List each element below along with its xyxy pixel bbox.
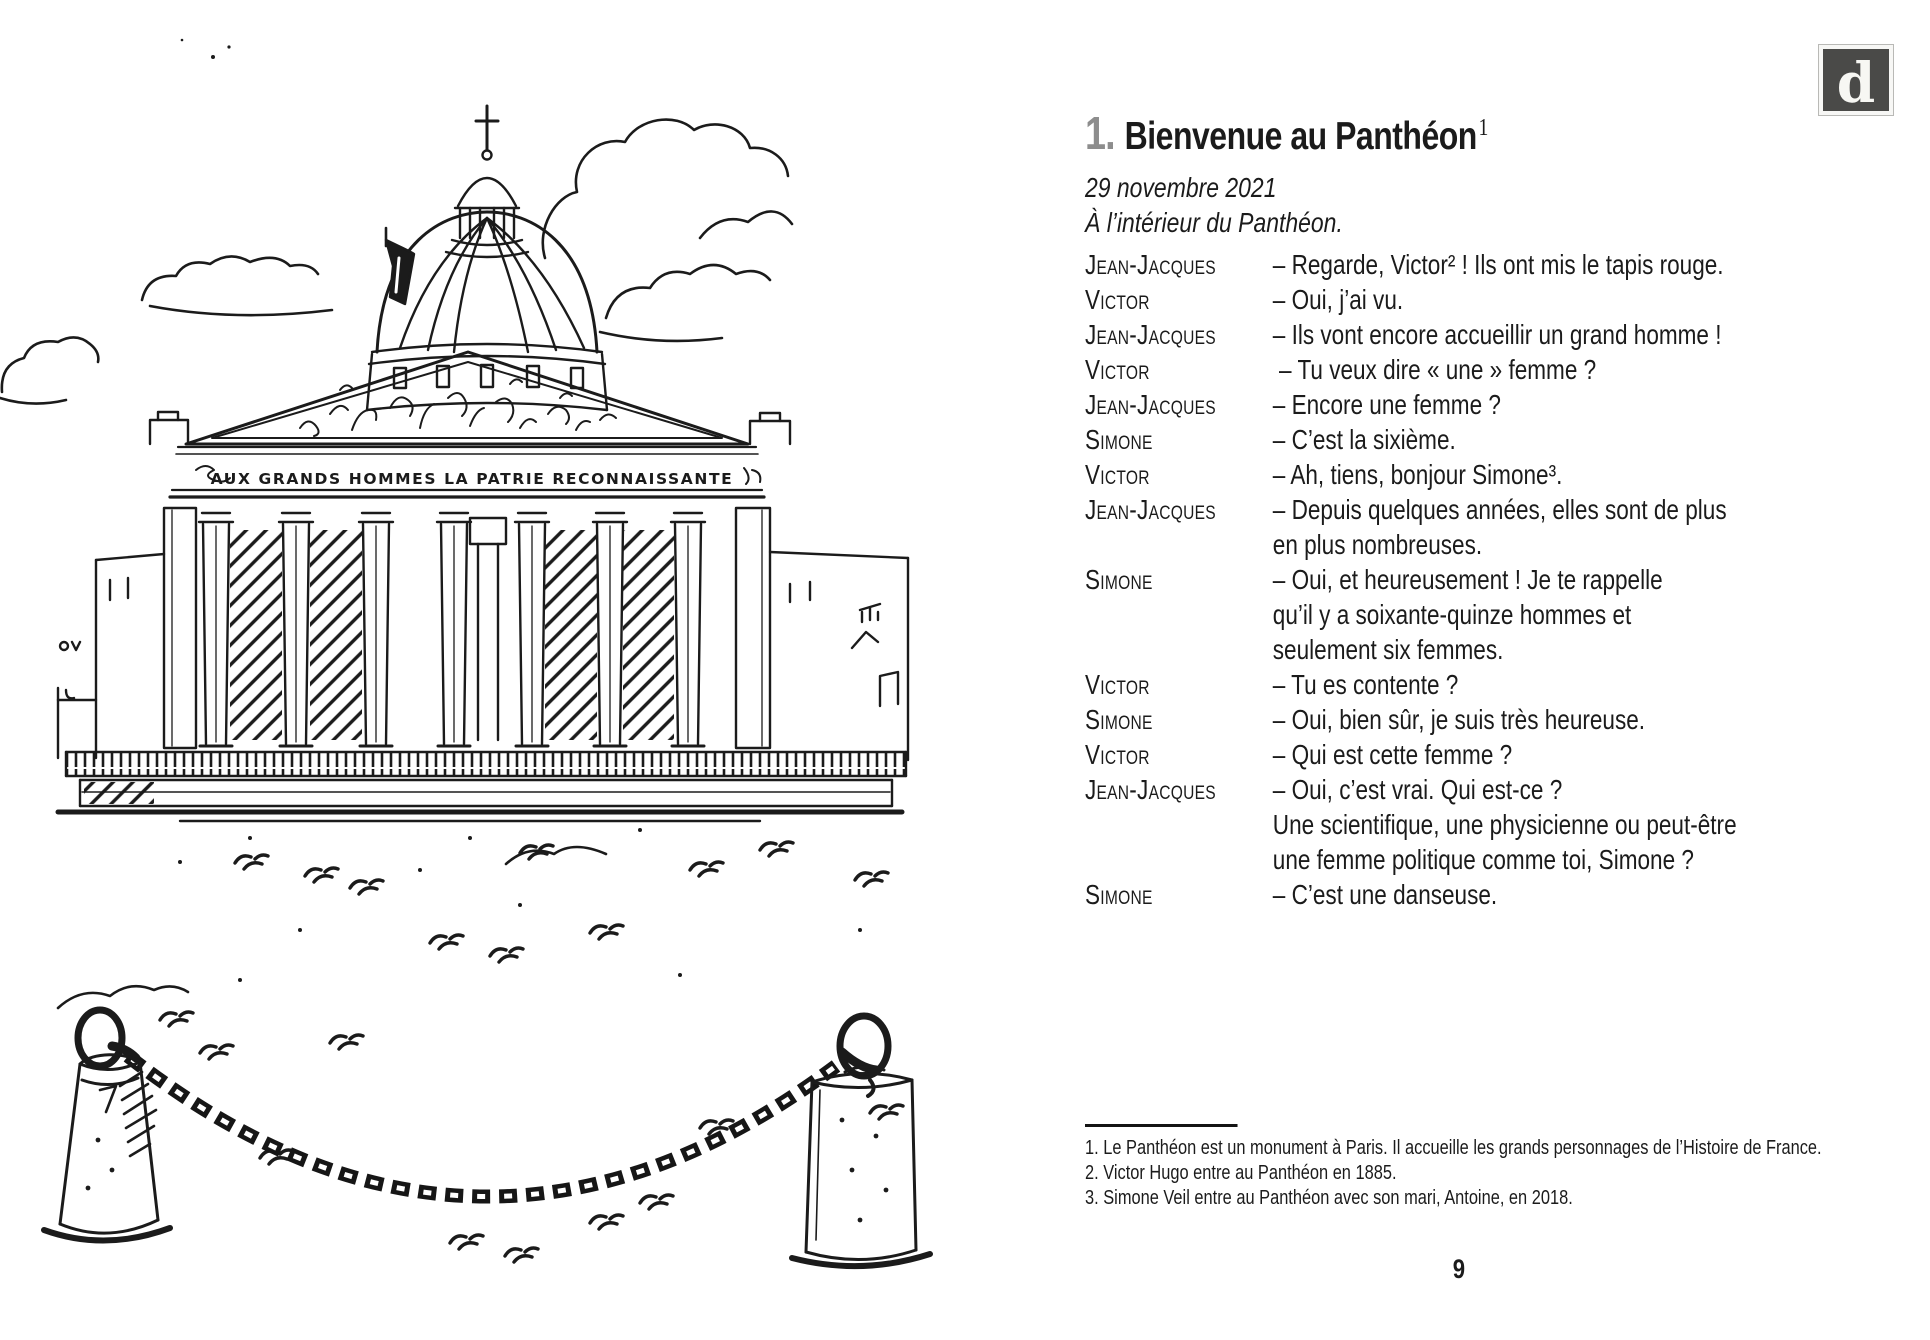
publisher-logo-letter: d — [1836, 49, 1876, 115]
left-wing — [58, 554, 164, 758]
speaker-name: Victor — [1085, 739, 1150, 770]
chain — [128, 1056, 836, 1197]
dialogue-row — [1085, 317, 1833, 352]
speaker-name: Victor — [1085, 459, 1150, 490]
speech-text: – Qui est cette femme ? — [1272, 739, 1513, 770]
pediment — [186, 352, 748, 444]
left-bollard — [44, 1010, 170, 1241]
speech-text: – Tu es contente ? — [1272, 669, 1459, 700]
speech-text: – Depuis quelques années, elles sont de plus en plus nombreuses. — [1272, 494, 1727, 560]
speaker-name: Jean-Jacques — [1085, 389, 1216, 420]
dialogue-row — [1085, 492, 1833, 562]
dialogue-row — [1085, 282, 1833, 317]
speech-text: – Ah, tiens, bonjour Simone³. — [1272, 459, 1563, 490]
pediment-sculptures — [300, 379, 616, 436]
scene-setting — [1085, 170, 1343, 240]
chapter-heading — [1085, 106, 1488, 160]
page-number: 9 — [1452, 1254, 1466, 1284]
dialogue-row — [1085, 422, 1833, 457]
speaker-name: Victor — [1085, 354, 1150, 385]
dialogue-row — [1085, 772, 1833, 877]
dialogue-row — [1085, 737, 1833, 772]
speaker-name: Victor — [1085, 284, 1150, 315]
speaker-name: Jean-Jacques — [1085, 494, 1216, 525]
central-doorway — [470, 518, 506, 740]
speech-text: – Regarde, Victor² ! Ils ont mis le tapis rouge. — [1272, 249, 1724, 280]
speech-text: – Oui, bien sûr, je suis très heureuse. — [1272, 704, 1646, 735]
speaker-name: Simone — [1085, 879, 1153, 910]
speech-text: – C’est la sixième. — [1272, 424, 1456, 455]
right-bollard — [792, 1016, 930, 1266]
scene-location: À l’intérieur du Panthéon. — [1085, 207, 1343, 238]
speech-text: – Oui, et heureusement ! Je te rappelle qu’il y a soixante-quinze hommes et seulement six femmes. — [1272, 564, 1663, 665]
chapter-number: 1. — [1085, 107, 1115, 159]
dialogue-row — [1085, 667, 1833, 702]
dialogue-row — [1085, 562, 1833, 667]
page-title: Bienvenue au Panthéon — [1124, 115, 1477, 158]
corner-block-right — [750, 421, 790, 444]
footnote: 3. Simone Veil entre au Panthéon avec son mari, Antoine, en 2018. — [1085, 1187, 1573, 1209]
speaker-name: Victor — [1085, 669, 1150, 700]
footnote: 1. Le Panthéon est un monument à Paris. Il accueille les grands personnages de l’Histoire de France. — [1085, 1137, 1822, 1159]
speech-text: – Ils vont encore accueillir un grand homme ! — [1272, 319, 1722, 350]
speech-text: – Tu veux dire « une » femme ? — [1272, 354, 1597, 385]
title-footnote-ref: 1 — [1478, 115, 1489, 141]
corner-block-left — [150, 420, 188, 444]
speech-text: – C’est une danseuse. — [1272, 879, 1498, 910]
speaker-name: Simone — [1085, 564, 1153, 595]
footnote-rule — [1085, 1124, 1238, 1127]
dialogue-row — [1085, 387, 1833, 422]
dialogue-row — [1085, 877, 1833, 912]
scene-date: 29 novembre 2021 — [1085, 172, 1277, 203]
dialogue-row — [1085, 352, 1833, 387]
sky-specks — [181, 39, 231, 59]
speaker-name: Simone — [1085, 424, 1153, 455]
inscription-text: AUX GRANDS HOMMES LA PATRIE RECONNAISSANTE — [210, 470, 734, 488]
footnote: 2. Victor Hugo entre au Panthéon en 1885. — [1085, 1162, 1397, 1184]
speech-text: – Oui, j’ai vu. — [1272, 284, 1404, 315]
speech-text: – Encore une femme ? — [1272, 389, 1501, 420]
right-wing — [770, 552, 908, 760]
lantern-cross — [446, 106, 528, 257]
speaker-name: Jean-Jacques — [1085, 319, 1216, 350]
colonnade-shadows — [66, 530, 906, 804]
footnotes — [1085, 1124, 1833, 1211]
text-column — [1085, 0, 1833, 1340]
dialogue-row — [1085, 247, 1833, 282]
dialogue-row — [1085, 702, 1833, 737]
dialogue-row — [1085, 457, 1833, 492]
pantheon-illustration — [0, 0, 960, 1340]
speaker-name: Jean-Jacques — [1085, 774, 1216, 805]
dialogue — [1085, 247, 1833, 912]
speech-text: – Oui, c’est vrai. Qui est-ce ? Une scientifique, une physicienne ou peut-être une femme politique comme toi, Simone ? — [1272, 774, 1737, 875]
speaker-name: Simone — [1085, 704, 1153, 735]
speaker-name: Jean-Jacques — [1085, 249, 1216, 280]
